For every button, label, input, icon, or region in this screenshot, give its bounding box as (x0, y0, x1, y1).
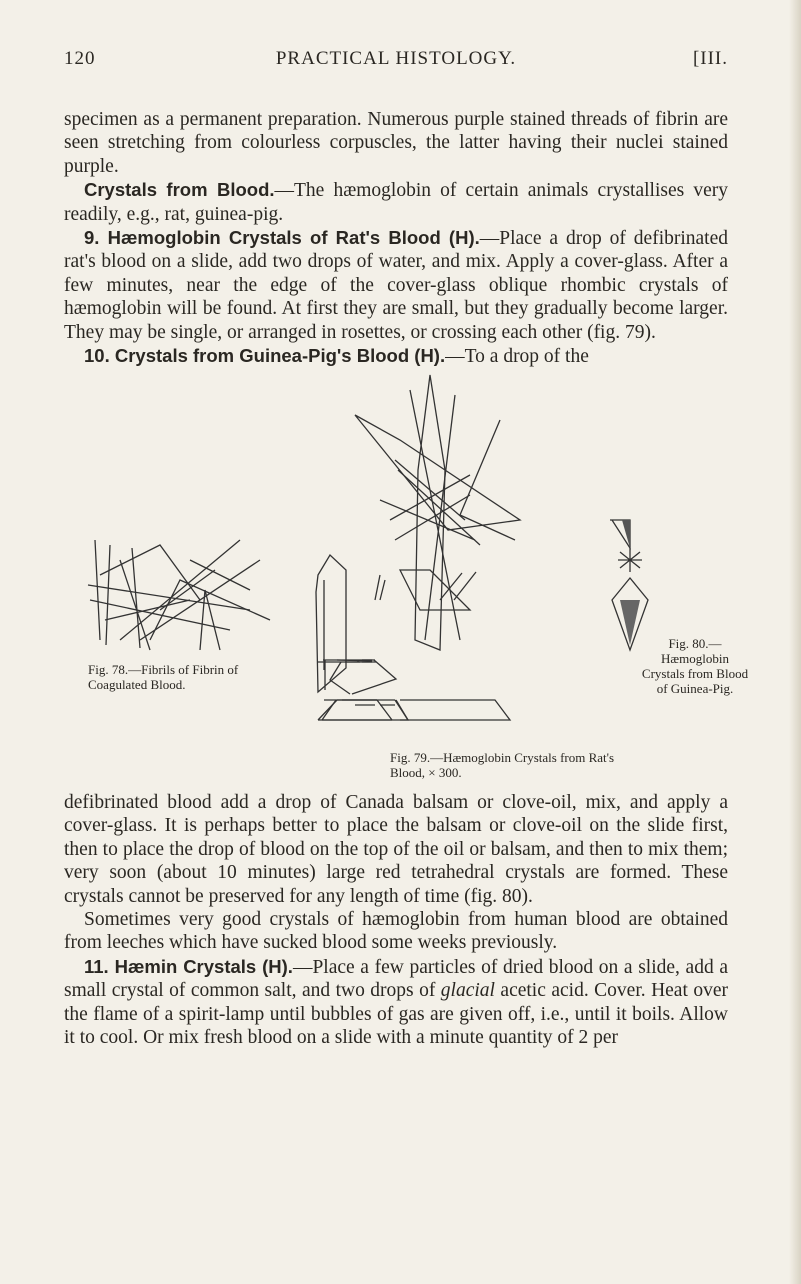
fig-80-caption: Fig. 80.—Hæmoglobin Crystals from Blood of Guinea-Pig. (641, 636, 749, 696)
fig-79-caption: Fig. 79.—Hæmoglobin Crystals from Rat's Blood, × 300. (390, 750, 615, 780)
section-number: [III. (692, 48, 728, 69)
paragraph-item-11 (64, 955, 728, 1050)
fig-79-crystals (300, 0, 520, 720)
item-9-text: —Place a drop of defibrinated rat's blood on a slide, add two drops of water, and mix. Apply a cover-glass. After a few minutes, near the edge of the cover-glass oblique rhombic crystals of hæmoglobin will be found. At first they are small, but they gradually become larger. They may be single, or arranged in rosettes, or crossing each other (fig. 79). (64, 228, 729, 343)
crystals-text: —The hæmoglobin of certain animals crystallises very readily, e.g., rat, guinea-pig. (64, 180, 729, 225)
fig-78-fibrils (88, 540, 270, 650)
crystals-heading: Crystals from Blood. (84, 179, 275, 201)
paragraph-leeches: Sometimes very good crystals of hæmoglobin from human blood are obtained from leeches which have sucked blood some weeks previously. (64, 909, 728, 954)
fig-78-caption: Fig. 78.—Fibrils of Fibrin of Coagulated Blood. (88, 662, 239, 692)
page-edge-shadow (789, 0, 801, 1284)
item-11-italic: glacial (440, 980, 495, 1002)
paragraph-defibrinated: defibrinated blood add a drop of Canada balsam or clove-oil, mix, and apply a cover-glass. It is perhaps better to place the balsam or clove-oil on the slide first, then to place the drop of blood on the top of the oil or balsam, and then to mix them; very soon (about 10 minutes) large red tetrahedral crystals are formed. These crystals cannot be preserved for any length of time (fig. 80). (64, 792, 728, 907)
item-9-heading: 9. Hæmoglobin Crystals of Rat's Blood (H). (84, 227, 480, 249)
item-10-text: —To a drop of the (445, 346, 589, 368)
page-number: 120 (64, 48, 96, 69)
running-title: PRACTICAL HISTOLOGY. (275, 48, 517, 69)
item-11-heading: 11. Hæmin Crystals (H). (84, 955, 293, 977)
fig-80-tetrahedra (610, 520, 648, 650)
paragraph-specimen: specimen as a permanent preparation. Numerous purple stained threads of fibrin are seen stretching from colourless corpuscles, the latter having their nuclei stained purple. (64, 109, 728, 177)
item-10-heading: 10. Crystals from Guinea-Pig's Blood (H). (84, 345, 446, 367)
lower-text-block (64, 791, 728, 1049)
item-11-text-a: —Place a few particles of dried blood on a slide, add a small crystal of common salt, and two drops of (64, 956, 728, 1002)
item-11-text-b: acetic acid. Cover. Heat over the flame of a spirit-lamp until bubbles of gas are given off, i.e., until it boils. Allow it to cool. Or mix fresh blood on a slide with a minute quantity of 2 per (64, 980, 728, 1049)
